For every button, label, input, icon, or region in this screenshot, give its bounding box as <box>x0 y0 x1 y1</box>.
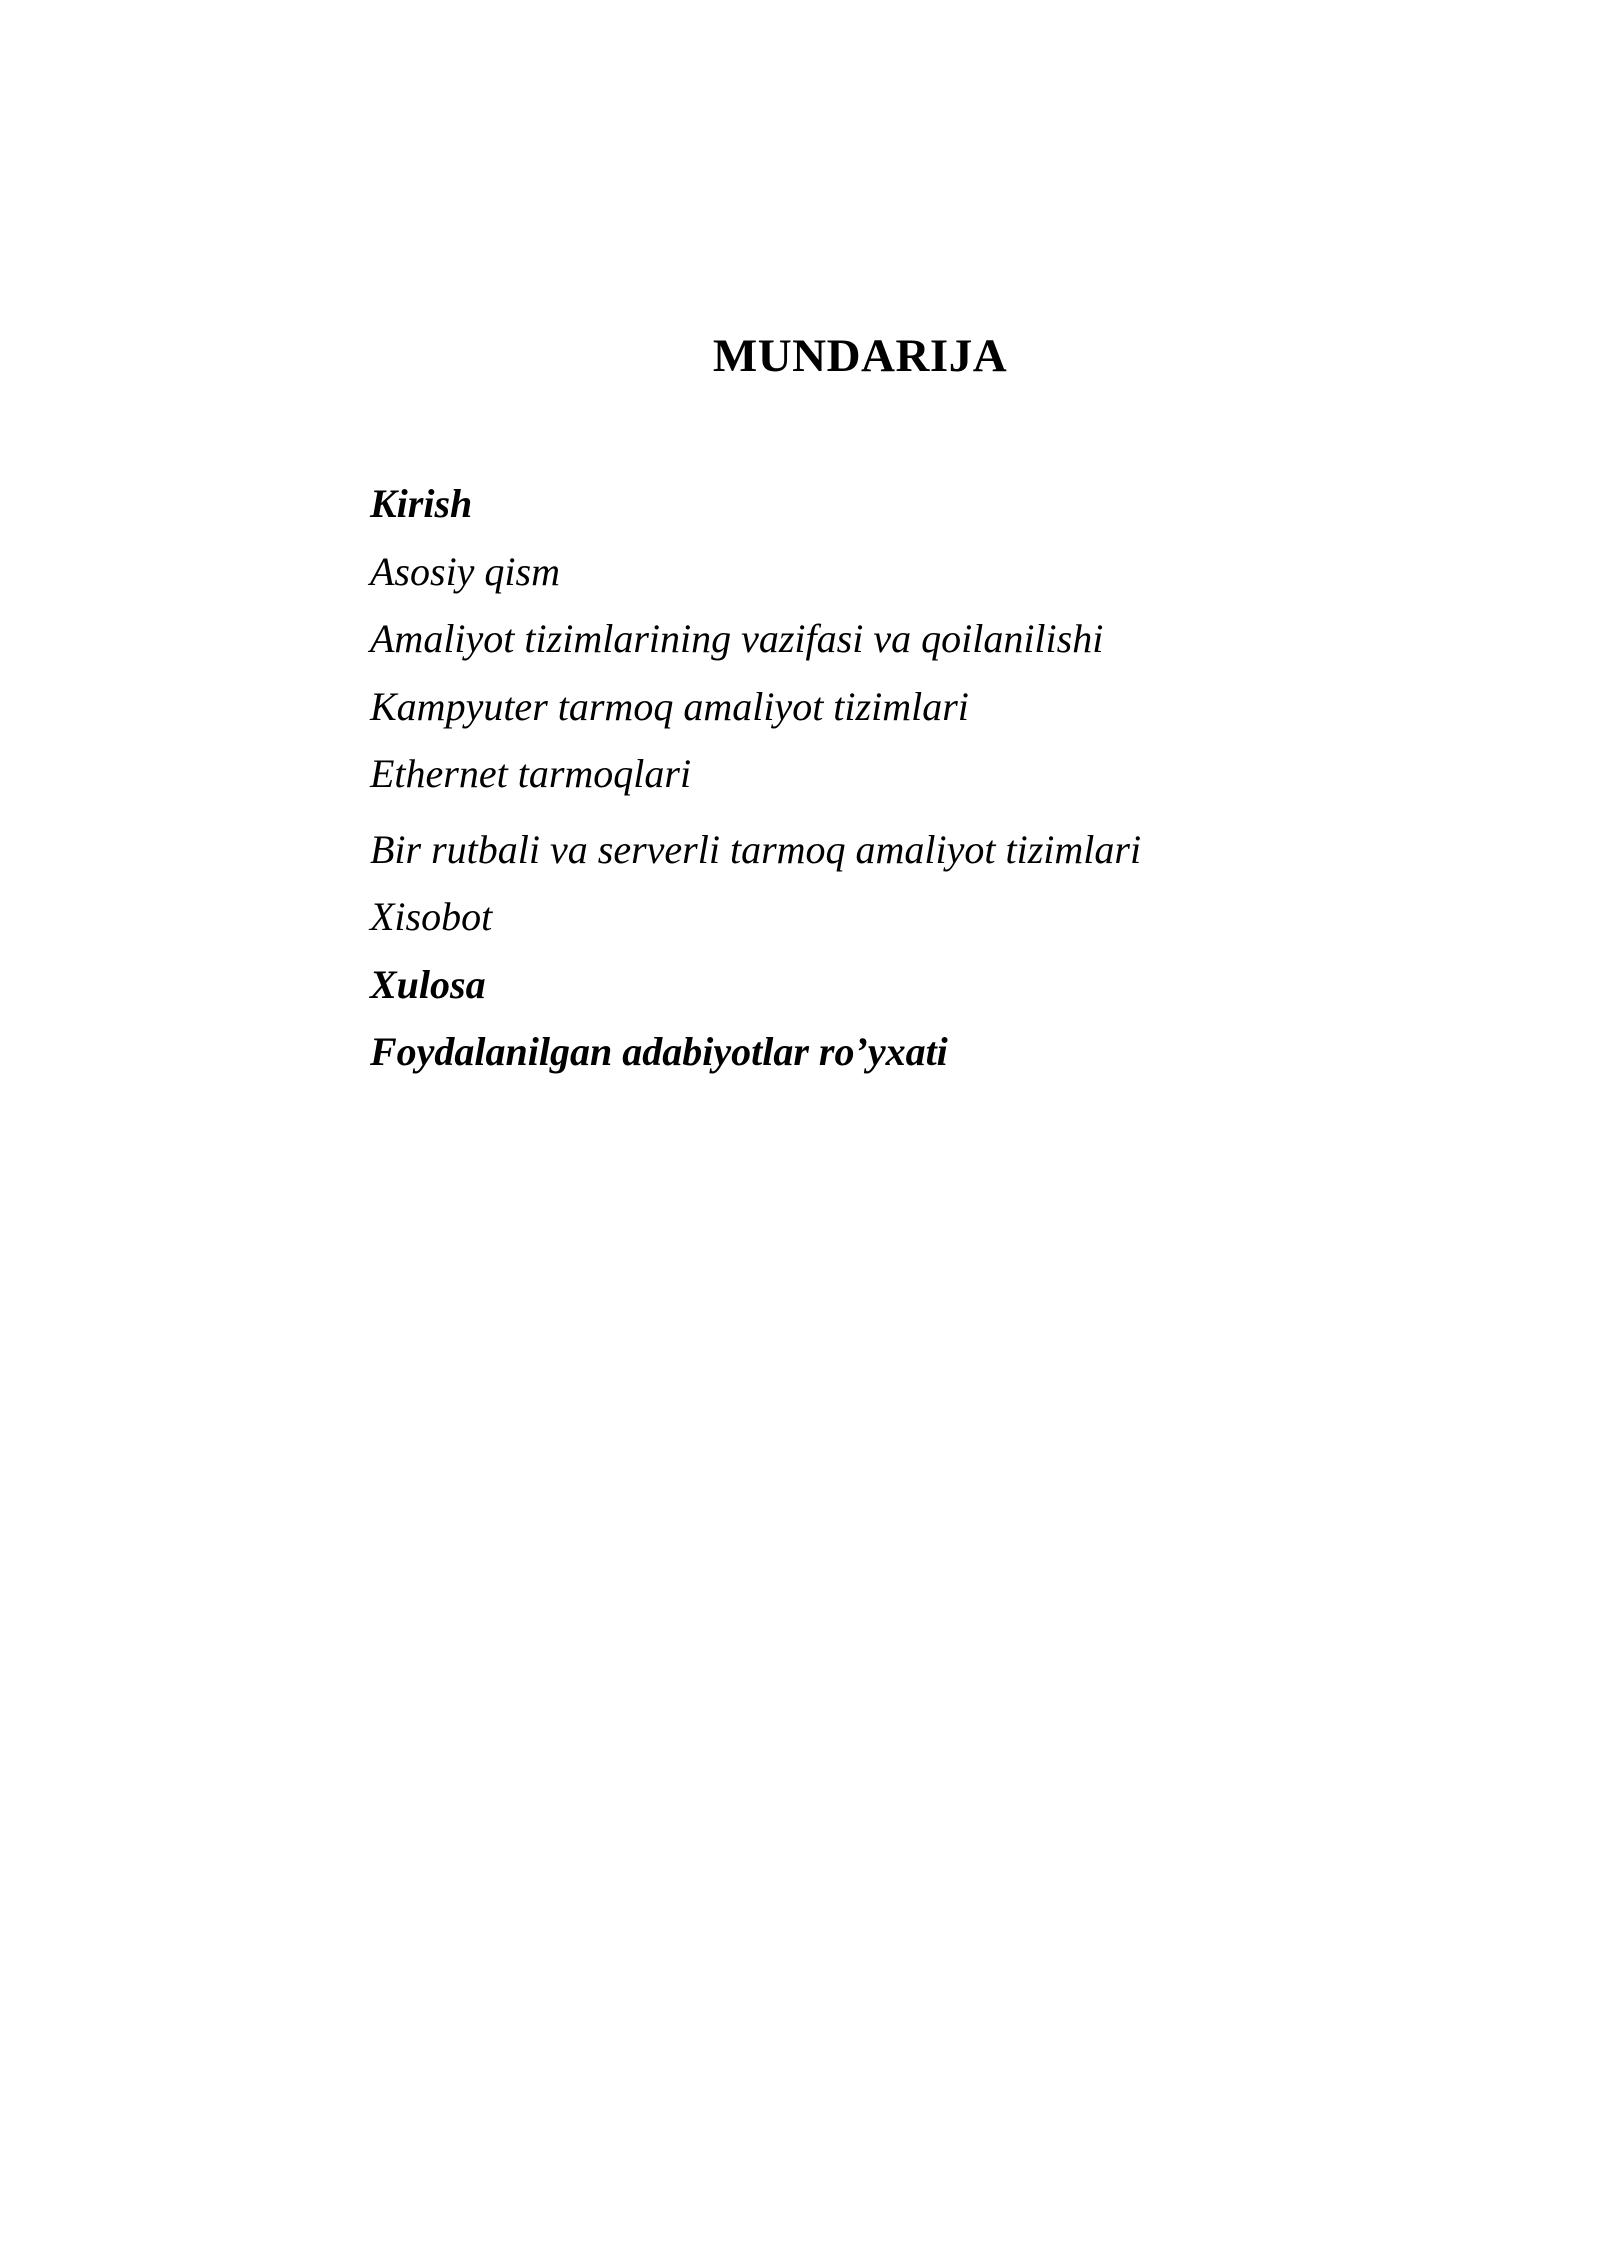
table-of-contents <box>370 470 1141 1086</box>
toc-item-kirish: Kirish <box>370 481 473 526</box>
toc-item-amaliyot-tizimlari-vazifasi: Amaliyot tizimlarining vazifasi va qoilanilishi <box>370 616 1104 661</box>
page-title: MUNDARIJA <box>712 330 1008 382</box>
toc-item-xulosa: Xulosa <box>370 961 486 1007</box>
toc-item-kampyuter-tarmoq: Kampyuter tarmoq amaliyot tizimlari <box>370 683 969 729</box>
toc-item-ethernet-tarmoqlari: Ethernet tarmoqlari <box>370 751 692 796</box>
toc-item-bir-rutbali-serverli: Bir rutbali va serverli tarmoq amaliyot tizimlari <box>370 826 1142 872</box>
toc-item-xisobot: Xisobot <box>370 894 493 939</box>
toc-item-asosiy-qism: Asosiy qism <box>370 548 560 594</box>
toc-item-adabiyotlar: Foydalanilgan adabiyotlar ro’yxati <box>370 1029 948 1074</box>
